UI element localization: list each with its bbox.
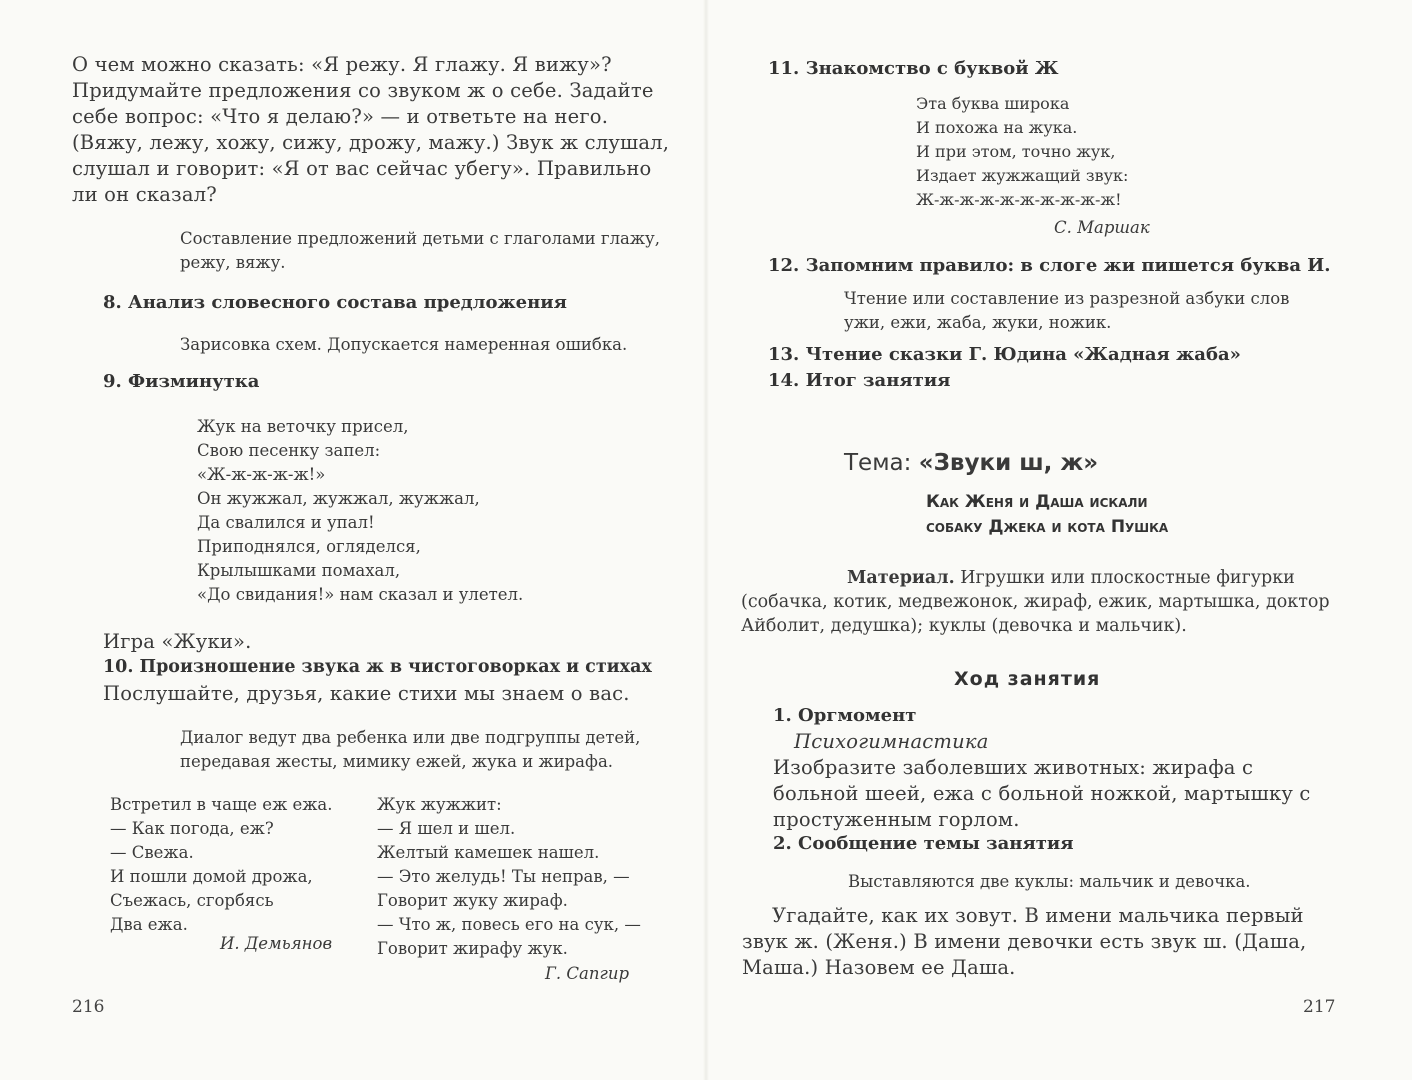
author-demyanov: И. Демьянов <box>220 934 333 953</box>
heading-11: 11. Знакомство с буквой Ж <box>768 58 1059 79</box>
subtitle-line-2: собаку Джека и кота Пушка <box>926 517 1169 537</box>
heading-12: 12. Запомним правило: в слоге жи пишется буква И. <box>768 255 1331 276</box>
psychogymnastics: Психогимнастика <box>794 730 989 753</box>
poem-beetle-giraffe: Жук жужжит: — Я шел и шел. Желтый камешек нашел. — Это желудь! Ты неправ, — Говорит жуку жираф. — Что ж, повесь его на сук, — Говорит жирафу жук. <box>377 795 641 958</box>
paragraph-animals: Изобразите заболевших животных: жирафа с больной шеей, ежа с больной ножкой, мартышку с простуженным горлом. <box>773 756 1311 831</box>
heading-orgmoment: 1. Оргмомент <box>773 705 917 726</box>
heading-8: 8. Анализ словесного состава предложения <box>103 292 567 313</box>
note-dolls: Выставляются две куклы: мальчик и девочка. <box>848 872 1251 891</box>
paragraph-intro: О чем можно сказать: «Я режу. Я глажу. Я вижу»? Придумайте предложения со звуком ж о себе. Задайте себе вопрос: «Что я делаю?» — и ответьте на него. (Вяжу, лежу, хожу, сижу, дрожу, мажу.) Звук ж слушал, слушал и говорит: «Я от вас сейчас убегу». Правильно ли он сказал? <box>72 53 670 206</box>
topic-label: Тема: <box>844 450 919 476</box>
heading-10: 10. Произношение звука ж в чистоговорках и стихах <box>103 657 652 677</box>
paragraph-listen: Послушайте, друзья, какие стихи мы знаем о вас. <box>103 682 630 705</box>
note-schemes: Зарисовка схем. Допускается намеренная ошибка. <box>180 335 628 354</box>
lesson-flow-heading: Ход занятия <box>954 668 1101 690</box>
note-sentences: Составление предложений детьми с глаголами глажу, режу, вяжу. <box>180 229 661 272</box>
material-label: Материал. <box>847 568 955 588</box>
author-marshak: С. Маршак <box>1054 218 1150 237</box>
poem-beetle: Жук на веточку присел, Свою песенку запел: «Ж-ж-ж-ж-ж!» Он жужжал, жужжал, жужжал, Да свалился и упал! Приподнялся, огляделся, Крылышками помахал, «До свидания!» нам сказал и улетел. <box>197 417 524 604</box>
heading-13: 13. Чтение сказки Г. Юдина «Жадная жаба» <box>768 344 1241 365</box>
material-text: Игрушки или плоскостные фигурки (собачка, котик, медвежонок, жираф, ежик, мартышка, доктор Айболит, дедушка); куклы (девочка и мальчик). <box>741 568 1330 636</box>
material-paragraph <box>741 566 1341 638</box>
poem-letter-zh: Эта буква широка И похожа на жука. И при этом, точно жук, Издает жужжащий звук: Ж-ж-ж-ж-ж-ж-ж-ж-ж-ж! <box>916 94 1129 209</box>
game-beetles: Игра «Жуки». <box>103 630 252 653</box>
note-reading: Чтение или составление из разрезной азбуки слов ужи, ежи, жаба, жуки, ножик. <box>844 289 1290 332</box>
author-sapgir: Г. Сапгир <box>545 964 630 983</box>
page-number-right: 217 <box>1303 997 1336 1017</box>
topic-title: «Звуки ш, ж» <box>918 450 1099 476</box>
heading-14: 14. Итог занятия <box>768 370 951 391</box>
page-number-left: 216 <box>72 997 105 1017</box>
subtitle-line-1: Как Женя и Даша искали <box>926 492 1148 512</box>
heading-9: 9. Физминутка <box>103 371 260 392</box>
poem-hedgehogs: Встретил в чаще еж ежа. — Как погода, еж? — Свежа. И пошли домой дрожа, Съежась, сгорбясь Два ежа. <box>110 795 333 934</box>
paragraph-guess: Угадайте, как их зовут. В имени мальчика первый звук ж. (Женя.) В имени девочки есть звук ш. (Даша, Маша.) Назовем ее Даша. <box>742 904 1307 979</box>
heading-topic-message: 2. Сообщение темы занятия <box>773 833 1074 854</box>
right-page <box>706 0 1412 1080</box>
topic-heading <box>844 450 1344 476</box>
note-dialog: Диалог ведут два ребенка или две подгруппы детей, передавая жесты, мимику ежей, жука и жирафа. <box>180 728 641 771</box>
